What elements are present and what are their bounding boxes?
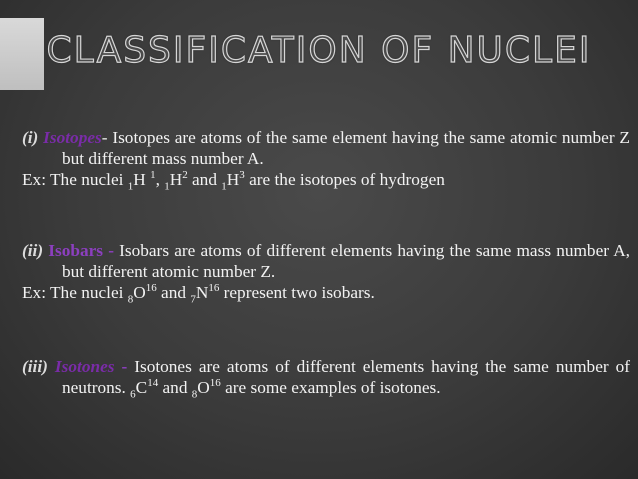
isotones-mid: and	[158, 378, 192, 397]
isotones-definition: (iii) Isotones - Isotones are atoms of different elements having the same number of neutrons. $_6C^{14}$ and $_8O^{16}$ are some examples of isotones.	[22, 357, 631, 401]
isobars-ex-suffix: represent two isobars.	[219, 283, 375, 302]
isotopes-def-text: - Isotopes are atoms of the same element having the same atomic number Z but different mass number A.	[62, 128, 630, 168]
isotopes-ex-prefix: Ex: The nuclei	[22, 170, 128, 189]
isotopes-number: (i)	[22, 128, 39, 147]
isobars-example: Ex: The nuclei $_8O^{16}$ and $_7N^{16}$ represent two isobars.	[22, 282, 375, 306]
isobars-definition	[22, 240, 630, 282]
isobars-def-text: Isobars are atoms of different elements having the same mass number A, but different atomic number Z.	[62, 241, 631, 281]
isotopes-example: Ex: The nuclei $_1$H $^1$, $_1H^2$ and $_1H^3$ are the isotopes of hydrogen	[22, 169, 445, 193]
isobars-term: Isobars	[48, 241, 104, 260]
isotones-number: (iii)	[22, 357, 48, 376]
isobars-dash: -	[103, 241, 114, 260]
isotones-term: Isotones	[54, 357, 115, 376]
isotones-dash: -	[114, 357, 128, 376]
isotones-def-text: Isotones are atoms of different elements having the same number of neutrons.	[62, 357, 631, 397]
isotopes-term: Isotopes	[43, 128, 102, 147]
isobars-ex-prefix: Ex: The nuclei	[22, 283, 128, 302]
isotopes-ex-suffix: are the isotopes of hydrogen	[244, 170, 445, 189]
isotones-end: are some examples of isotones.	[220, 378, 441, 397]
isotopes-definition	[22, 127, 630, 169]
slide-content	[22, 127, 631, 401]
isobars-number: (ii)	[22, 241, 44, 260]
slide-title: CLASSIFICATION OF NUCLEI	[46, 30, 592, 71]
